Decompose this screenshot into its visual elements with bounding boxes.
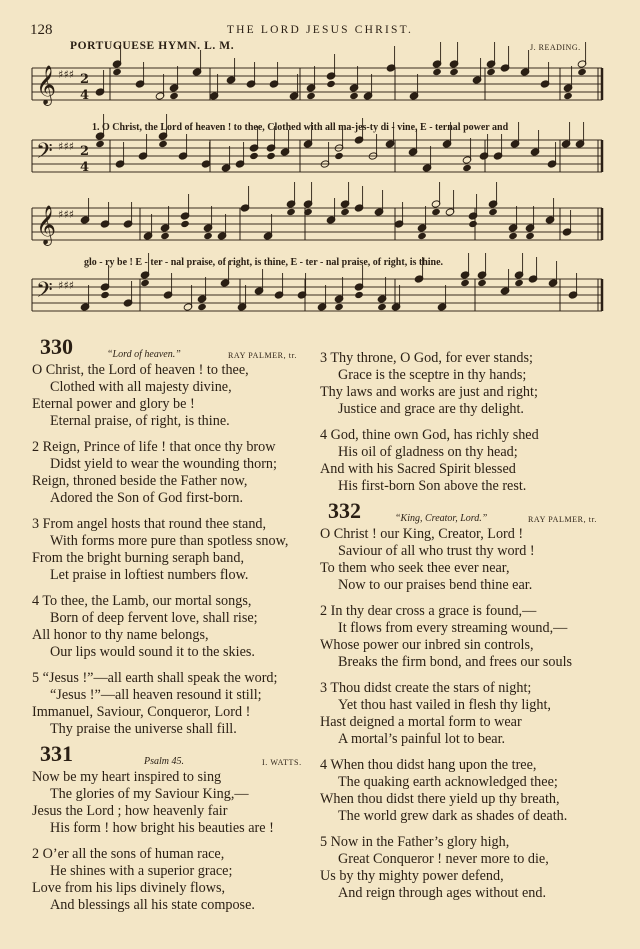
verse-line: Hast deigned a mortal form to wear	[320, 714, 522, 730]
note-head	[334, 303, 344, 311]
stanza	[32, 846, 322, 914]
note-head	[462, 164, 472, 172]
verse-line: Let praise in loftiest numbers flow.	[50, 567, 249, 583]
note-head	[432, 68, 442, 76]
key-signature: ♯♯♯	[58, 279, 74, 292]
hymn-author: RAY PALMER, tr.	[528, 515, 598, 524]
time-signature: 4	[80, 160, 90, 175]
verse-line: Thy praise the universe shall fill.	[50, 721, 237, 737]
note-head	[160, 232, 170, 240]
note-head	[488, 208, 498, 216]
note-head	[266, 152, 276, 160]
note-head	[468, 220, 478, 228]
note-head	[340, 208, 350, 216]
note-head	[180, 220, 190, 228]
verse-line: Immanuel, Saviour, Conqueror, Lord !	[32, 704, 251, 720]
note-head	[286, 208, 296, 216]
hymn-330	[32, 334, 322, 738]
verse-line: Saviour of all who trust thy word !	[338, 543, 535, 559]
note-head	[306, 92, 316, 100]
bass-clef: 𝄢	[36, 278, 53, 308]
stanza	[320, 757, 620, 825]
verse-line: Justice and grace are thy delight.	[338, 401, 524, 417]
stanza	[320, 680, 620, 748]
stanza	[320, 834, 620, 902]
verse-line: Whose power our inbred sin controls,	[320, 637, 534, 653]
verse-line: His first-born Son above the rest.	[338, 478, 527, 494]
note-head	[508, 232, 518, 240]
verse-line: Now to our praises bend thine ear.	[338, 577, 533, 593]
verse-line: When thou didst there yield up thy breath,	[320, 791, 560, 807]
verse-line: His form ! how bright his beauties are !	[50, 820, 274, 836]
note-head	[95, 140, 105, 148]
verse-line: Our lips would sound it to the skies.	[50, 644, 255, 660]
verse-line: Adored the Son of God first-born.	[50, 490, 244, 506]
stanza	[320, 603, 620, 671]
verse-line: The world grew dark as shades of death.	[338, 808, 568, 824]
verse-line: “Jesus !”—all heaven resound it still;	[50, 687, 262, 703]
bass-clef: 𝄢	[36, 139, 53, 169]
tune-composer: J. READING.	[530, 43, 581, 52]
verse-line: The quaking earth acknowledged thee;	[338, 774, 558, 790]
note-head	[417, 232, 427, 240]
verse-line: To them who seek thee ever near,	[320, 560, 510, 576]
verse-line: Jesus the Lord ; how heavenly fair	[32, 803, 228, 819]
hymn-source: “King, Creator, Lord.”	[395, 513, 488, 524]
note-head	[140, 279, 150, 287]
verse-line: And with his Sacred Spirit blessed	[320, 461, 516, 477]
verse-line: 3 Thy throne, O God, for ever stands;	[320, 350, 533, 366]
score-lyric-line-2: glo - ry be ! E - ter - nal praise, of right, is thine, E - ter - nal praise, of right, is thine.	[84, 257, 444, 268]
note-head	[563, 92, 573, 100]
note-head	[449, 68, 459, 76]
note-head	[514, 279, 524, 287]
hymn-source: “Lord of heaven.”	[107, 349, 181, 360]
right-column	[320, 350, 620, 911]
verse-line: 4 To thee, the Lamb, our mortal songs,	[32, 593, 252, 609]
note-head	[249, 152, 259, 160]
stanza	[320, 526, 620, 594]
score-lyric-line-1: 1. O Christ, the Lord of heaven ! to thee, Clothed with all ma-jes-ty di - vine, E - ternal power and	[92, 122, 509, 133]
verse-line: Didst yield to wear the wounding thorn;	[50, 456, 277, 472]
verse-line: 2 In thy dear cross a grace is found,—	[320, 603, 537, 619]
page-number: 128	[30, 22, 53, 38]
stanza	[32, 362, 322, 430]
verse-line: 2 O’er all the sons of human race,	[32, 846, 225, 862]
verse-line: All honor to thy name belongs,	[32, 627, 209, 643]
verse-line: Reign, throned beside the Father now,	[32, 473, 248, 489]
verse-line: It flows from every streaming wound,—	[338, 620, 568, 636]
verse-line: 5 “Jesus !”—all earth shall speak the word;	[32, 670, 278, 686]
note-head	[477, 279, 487, 287]
key-signature: ♯♯♯	[58, 68, 74, 81]
verse-line: Now be my heart inspired to sing	[32, 769, 222, 785]
verse-line: A mortal’s painful lot to bear.	[338, 731, 506, 747]
note-head	[203, 232, 213, 240]
stanza	[320, 427, 620, 495]
hymn-author: I. WATTS.	[262, 758, 302, 767]
note-head	[460, 279, 470, 287]
time-signature: 2	[80, 144, 90, 159]
verse-line: 2 Reign, Prince of life ! that once thy brow	[32, 439, 276, 455]
verse-line: 3 Thou didst create the stars of night;	[320, 680, 532, 696]
note-head	[326, 80, 336, 88]
hymn-author: RAY PALMER, tr.	[228, 351, 298, 360]
verse-line: Breaks the firm bond, and frees our souls	[338, 654, 573, 670]
note-head	[349, 92, 359, 100]
verse-line: O Christ, the Lord of heaven ! to thee,	[32, 362, 249, 378]
hymn-number: 332	[328, 498, 361, 523]
hymn-number: 331	[40, 741, 73, 766]
hymn-332-text	[320, 526, 620, 902]
treble-clef: 𝄞	[36, 205, 57, 245]
stanza	[32, 439, 322, 507]
verse-line: Eternal praise, of right, is thine.	[50, 413, 230, 429]
hymn-332	[320, 498, 620, 902]
verse-line: Eternal power and glory be !	[32, 396, 195, 412]
hymn-331-continued	[320, 350, 620, 495]
treble-clef: 𝄞	[36, 65, 57, 105]
verse-line: From the bright burning seraph band,	[32, 550, 244, 566]
note-head	[377, 303, 387, 311]
verse-line: Thy laws and works are just and right;	[320, 384, 538, 400]
hymn-330-text	[32, 362, 322, 738]
verse-line: His oil of gladness on thy head;	[338, 444, 518, 460]
verse-line: With forms more pure than spotless snow,	[50, 533, 289, 549]
note-head	[486, 68, 496, 76]
hymn-source: Psalm 45.	[144, 756, 184, 767]
stanza	[32, 769, 322, 837]
running-title: THE LORD JESUS CHRIST.	[226, 24, 414, 36]
note-head	[112, 68, 122, 76]
verse-line: 3 From angel hosts that round thee stand,	[32, 516, 267, 532]
verse-line: 5 Now in the Father’s glory high,	[320, 834, 510, 850]
verse-line: Us by thy mighty power defend,	[320, 868, 504, 884]
note-head	[354, 291, 364, 299]
time-signature: 4	[80, 88, 90, 103]
verse-line: And reign through ages without end.	[338, 885, 547, 901]
verse-line: Love from his lips divinely flows,	[32, 880, 226, 896]
verse-line: O Christ ! our King, Creator, Lord !	[320, 526, 524, 542]
verse-line: Great Conqueror ! never more to die,	[338, 851, 549, 867]
hymn-331-text	[32, 769, 322, 914]
note-head	[158, 140, 168, 148]
stanza	[320, 350, 620, 418]
stanza	[32, 593, 322, 661]
note-head	[334, 152, 344, 160]
music-score	[0, 0, 640, 340]
time-signature: 2	[80, 72, 90, 87]
note-head	[100, 291, 110, 299]
note-head	[169, 92, 179, 100]
hymn-number: 330	[40, 334, 73, 359]
stanza	[32, 670, 322, 738]
verse-line: Clothed with all majesty divine,	[50, 379, 232, 395]
note-head	[525, 232, 535, 240]
left-column	[32, 334, 322, 923]
verse-line: The glories of my Saviour King,—	[50, 786, 249, 802]
verse-line: Grace is the sceptre in thy hands;	[338, 367, 527, 383]
verse-line: 4 God, thine own God, has richly shed	[320, 427, 539, 443]
key-signature: ♯♯♯	[58, 140, 74, 153]
key-signature: ♯♯♯	[58, 208, 74, 221]
note-head	[431, 208, 441, 216]
stanza	[32, 516, 322, 584]
verse-line: 4 When thou didst hang upon the tree,	[320, 757, 537, 773]
verse-line: And blessings all his state compose.	[50, 897, 255, 913]
verse-line: Born of deep fervent love, shall rise;	[50, 610, 258, 626]
note-head	[577, 68, 587, 76]
verse-line: Yet thou hast vailed in flesh thy light,	[338, 697, 551, 713]
verse-line: He shines with a superior grace;	[50, 863, 233, 879]
hymn-331	[32, 741, 322, 914]
tune-name: PORTUGUESE HYMN. L. M.	[70, 40, 235, 52]
note-head	[197, 303, 207, 311]
